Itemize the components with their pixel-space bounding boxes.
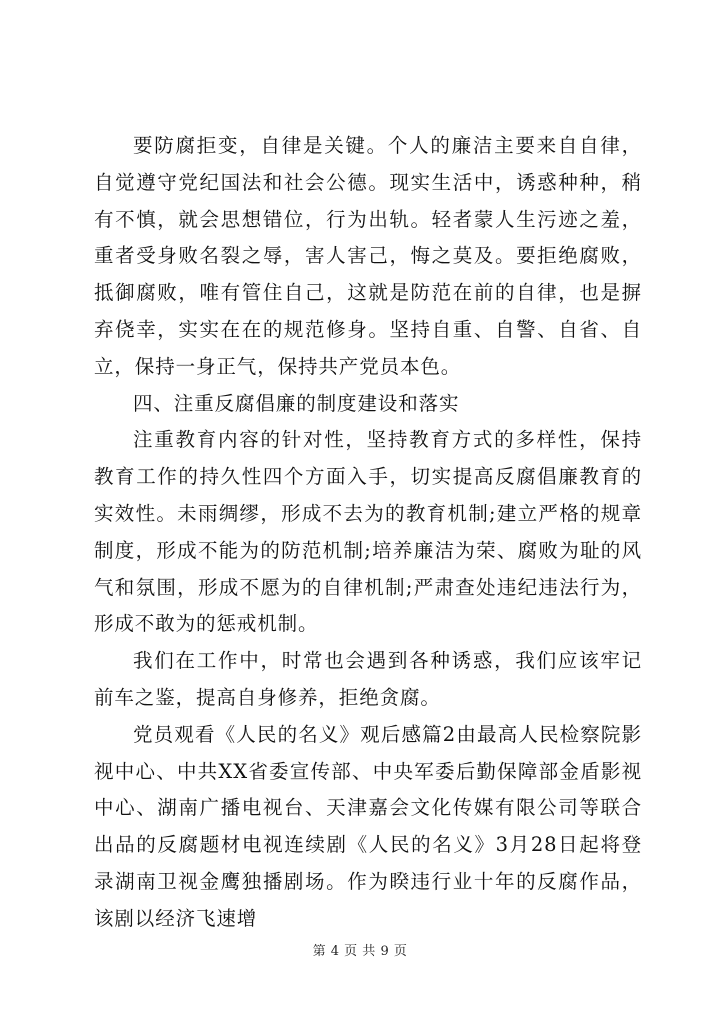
paragraph-review-article-2: 党员观看《人民的名义》观后感篇2由最高人民检察院影视中心、中共XX省委宣传部、中央军委后勤保障部金盾影视中心、湖南广播电视台、天津嘉会文化传媒有限公司等联合出品的反腐题材电视连续剧《人民的名义》3月28日起将登录湖南卫视金鹰独播剧场。作为睽违行业十年的反腐作品，该剧以经济飞速增 (94, 722, 642, 930)
paragraph-self-discipline: 要防腐拒变，自律是关键。个人的廉洁主要来自自律，自觉遵守党纪国法和社会公德。现实生活中，诱惑种种，稍有不慎，就会思想错位，行为出轨。轻者蒙人生污迹之羞，重者受身败名裂之辱，害人害己，悔之莫及。要拒绝腐败，抵御腐败，唯有管住自己，这就是防范在前的自律，也是摒弃侥幸，实实在在的规范修身。坚持自重、自警、自省、自立，保持一身正气，保持共产党员本色。 (94, 134, 642, 378)
paragraph-education-mechanism: 注重教育内容的针对性，坚持教育方式的多样性，保持教育工作的持久性四个方面入手，切实提高反腐倡廉教育的实效性。未雨绸缪，形成不去为的教育机制;建立严格的规章制度，形成不能为的防范机制;培养廉洁为荣、腐败为耻的风气和氛围，形成不愿为的自律机制;严肃查处违纪违法行为，形成不敢为的惩戒机制。 (94, 428, 642, 636)
paragraph-resist-temptation: 我们在工作中，时常也会遇到各种诱惑，我们应该牢记前车之鉴，提高自身修养，拒绝贪腐。 (94, 649, 642, 709)
page-number-footer: 第 4 页 共 9 页 (312, 944, 408, 959)
document-body (94, 128, 642, 938)
section-heading-system-building: 四、注重反腐倡廉的制度建设和落实 (133, 391, 460, 415)
